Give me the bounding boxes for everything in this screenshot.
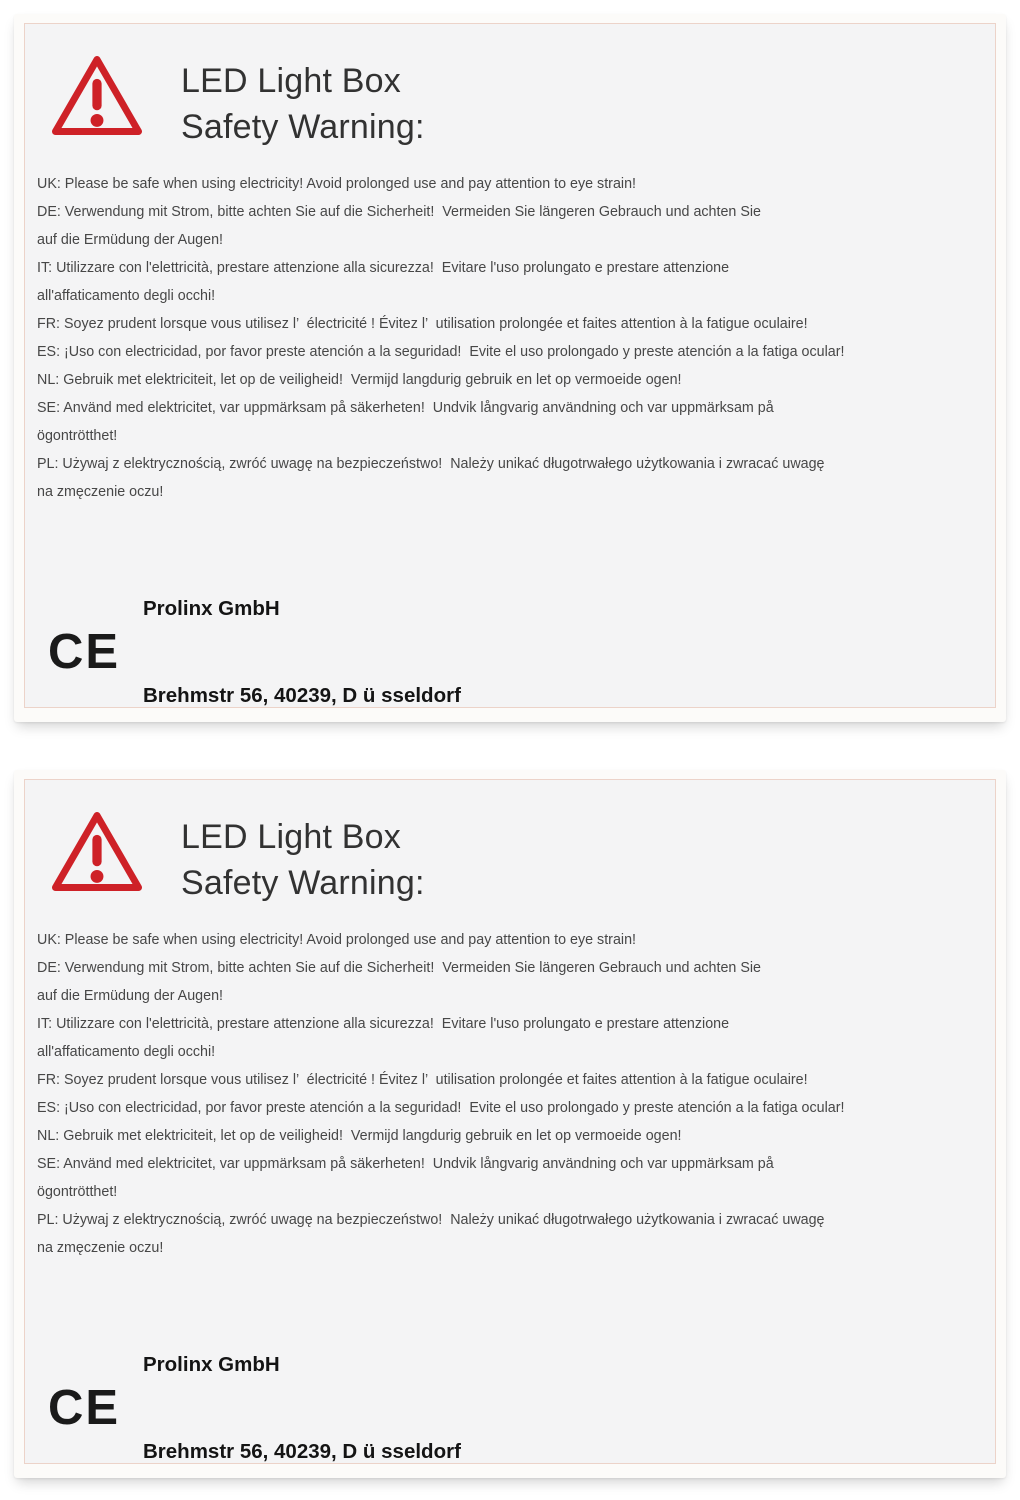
compliance-footer [25,536,995,708]
warning-line-nl: NL: Gebruik met elektriciteit, let op de veiligheid! Vermijd langdurig gebruik en let op vermoeide ogen! [37,372,682,388]
warning-triangle-icon [49,52,145,139]
warning-line-it: IT: Utilizzare con l'elettricità, prestare attenzione alla sicurezza! Evitare l'uso prolungato e prestare attenzione [37,1016,730,1032]
eu-company-street: Brehmstr 56, 40239, D ü sseldorf [143,684,461,707]
warning-line-uk: UK: Please be safe when using electricity! Avoid prolonged use and pay attention to eye strain! [37,932,636,948]
warning-line-de-cont: auf die Ermüdung der Augen! [37,988,223,1004]
warning-line-de: DE: Verwendung mit Strom, bitte achten Sie auf die Sicherheit! Vermeiden Sie längeren Gebrauch und achten Sie [37,960,762,976]
eu-company-address [143,1292,461,1464]
warning-line-de: DE: Verwendung mit Strom, bitte achten Sie auf die Sicherheit! Vermeiden Sie längeren Gebrauch und achten Sie [37,204,762,220]
title-line-1: LED Light Box [181,62,401,100]
eu-company-name: Prolinx GmbH [143,1353,280,1376]
eu-company-street: Brehmstr 56, 40239, D ü sseldorf [143,1440,461,1463]
warning-triangle-icon [49,808,145,895]
compliance-footer [25,1292,995,1464]
warning-line-fr: FR: Soyez prudent lorsque vous utilisez l’ électricité ! Évitez l’ utilisation prolongée et faites attention à la fatigue oculaire! [37,316,808,332]
title-line-2: Safety Warning: [181,864,425,902]
title-line-1: LED Light Box [181,818,401,856]
eu-company-address [143,536,461,708]
multilingual-warning-text [37,170,995,506]
warning-line-de-cont: auf die Ermüdung der Augen! [37,232,223,248]
warning-line-uk: UK: Please be safe when using electricity! Avoid prolonged use and pay attention to eye strain! [37,176,636,192]
warning-line-it-cont: all'affaticamento degli occhi! [37,1044,216,1060]
label-title [181,814,425,906]
warning-line-es: ES: ¡Uso con electricidad, por favor preste atención a la seguridad! Evite el uso prolongado y preste atención a la fatiga ocular! [37,344,845,360]
warning-line-se: SE: Använd med elektricitet, var uppmärksam på säkerheten! Undvik långvarig användning och var uppmärksam på [37,400,774,416]
eu-company-name: Prolinx GmbH [143,597,280,620]
ce-mark: CE [47,625,121,679]
warning-label-card-1 [14,14,1006,722]
title-line-2: Safety Warning: [181,108,425,146]
warning-line-se-cont: ögontrötthet! [37,1184,118,1200]
ce-row [25,536,995,708]
warning-line-pl: PL: Używaj z elektrycznością, zwróć uwagę na bezpieczeństwo! Należy unikać długotrwałego użytkowania i zwracać uwagę [37,456,825,472]
warning-line-se-cont: ögontrötthet! [37,428,118,444]
label-header [25,780,995,906]
warning-line-pl-cont: na zmęczenie oczu! [37,484,164,500]
warning-line-pl-cont: na zmęczenie oczu! [37,1240,164,1256]
warning-line-fr: FR: Soyez prudent lorsque vous utilisez l’ électricité ! Évitez l’ utilisation prolongée et faites attention à la fatigue oculaire! [37,1072,808,1088]
ce-mark: CE [47,1381,121,1435]
warning-line-it-cont: all'affaticamento degli occhi! [37,288,216,304]
label-title [181,58,425,150]
warning-line-es: ES: ¡Uso con electricidad, por favor preste atención a la seguridad! Evite el uso prolongado y preste atención a la fatiga ocular! [37,1100,845,1116]
label-printed-area [24,23,996,708]
warning-line-pl: PL: Używaj z elektrycznością, zwróć uwagę na bezpieczeństwo! Należy unikać długotrwałego użytkowania i zwracać uwagę [37,1212,825,1228]
warning-line-se: SE: Använd med elektricitet, var uppmärksam på säkerheten! Undvik långvarig användning och var uppmärksam på [37,1156,774,1172]
ce-row [25,1292,995,1464]
label-header [25,24,995,150]
label-printed-area [24,779,996,1464]
warning-label-card-2 [14,770,1006,1478]
multilingual-warning-text [37,926,995,1262]
warning-line-it: IT: Utilizzare con l'elettricità, prestare attenzione alla sicurezza! Evitare l'uso prolungato e prestare attenzione [37,260,730,276]
warning-line-nl: NL: Gebruik met elektriciteit, let op de veiligheid! Vermijd langdurig gebruik en let op vermoeide ogen! [37,1128,682,1144]
